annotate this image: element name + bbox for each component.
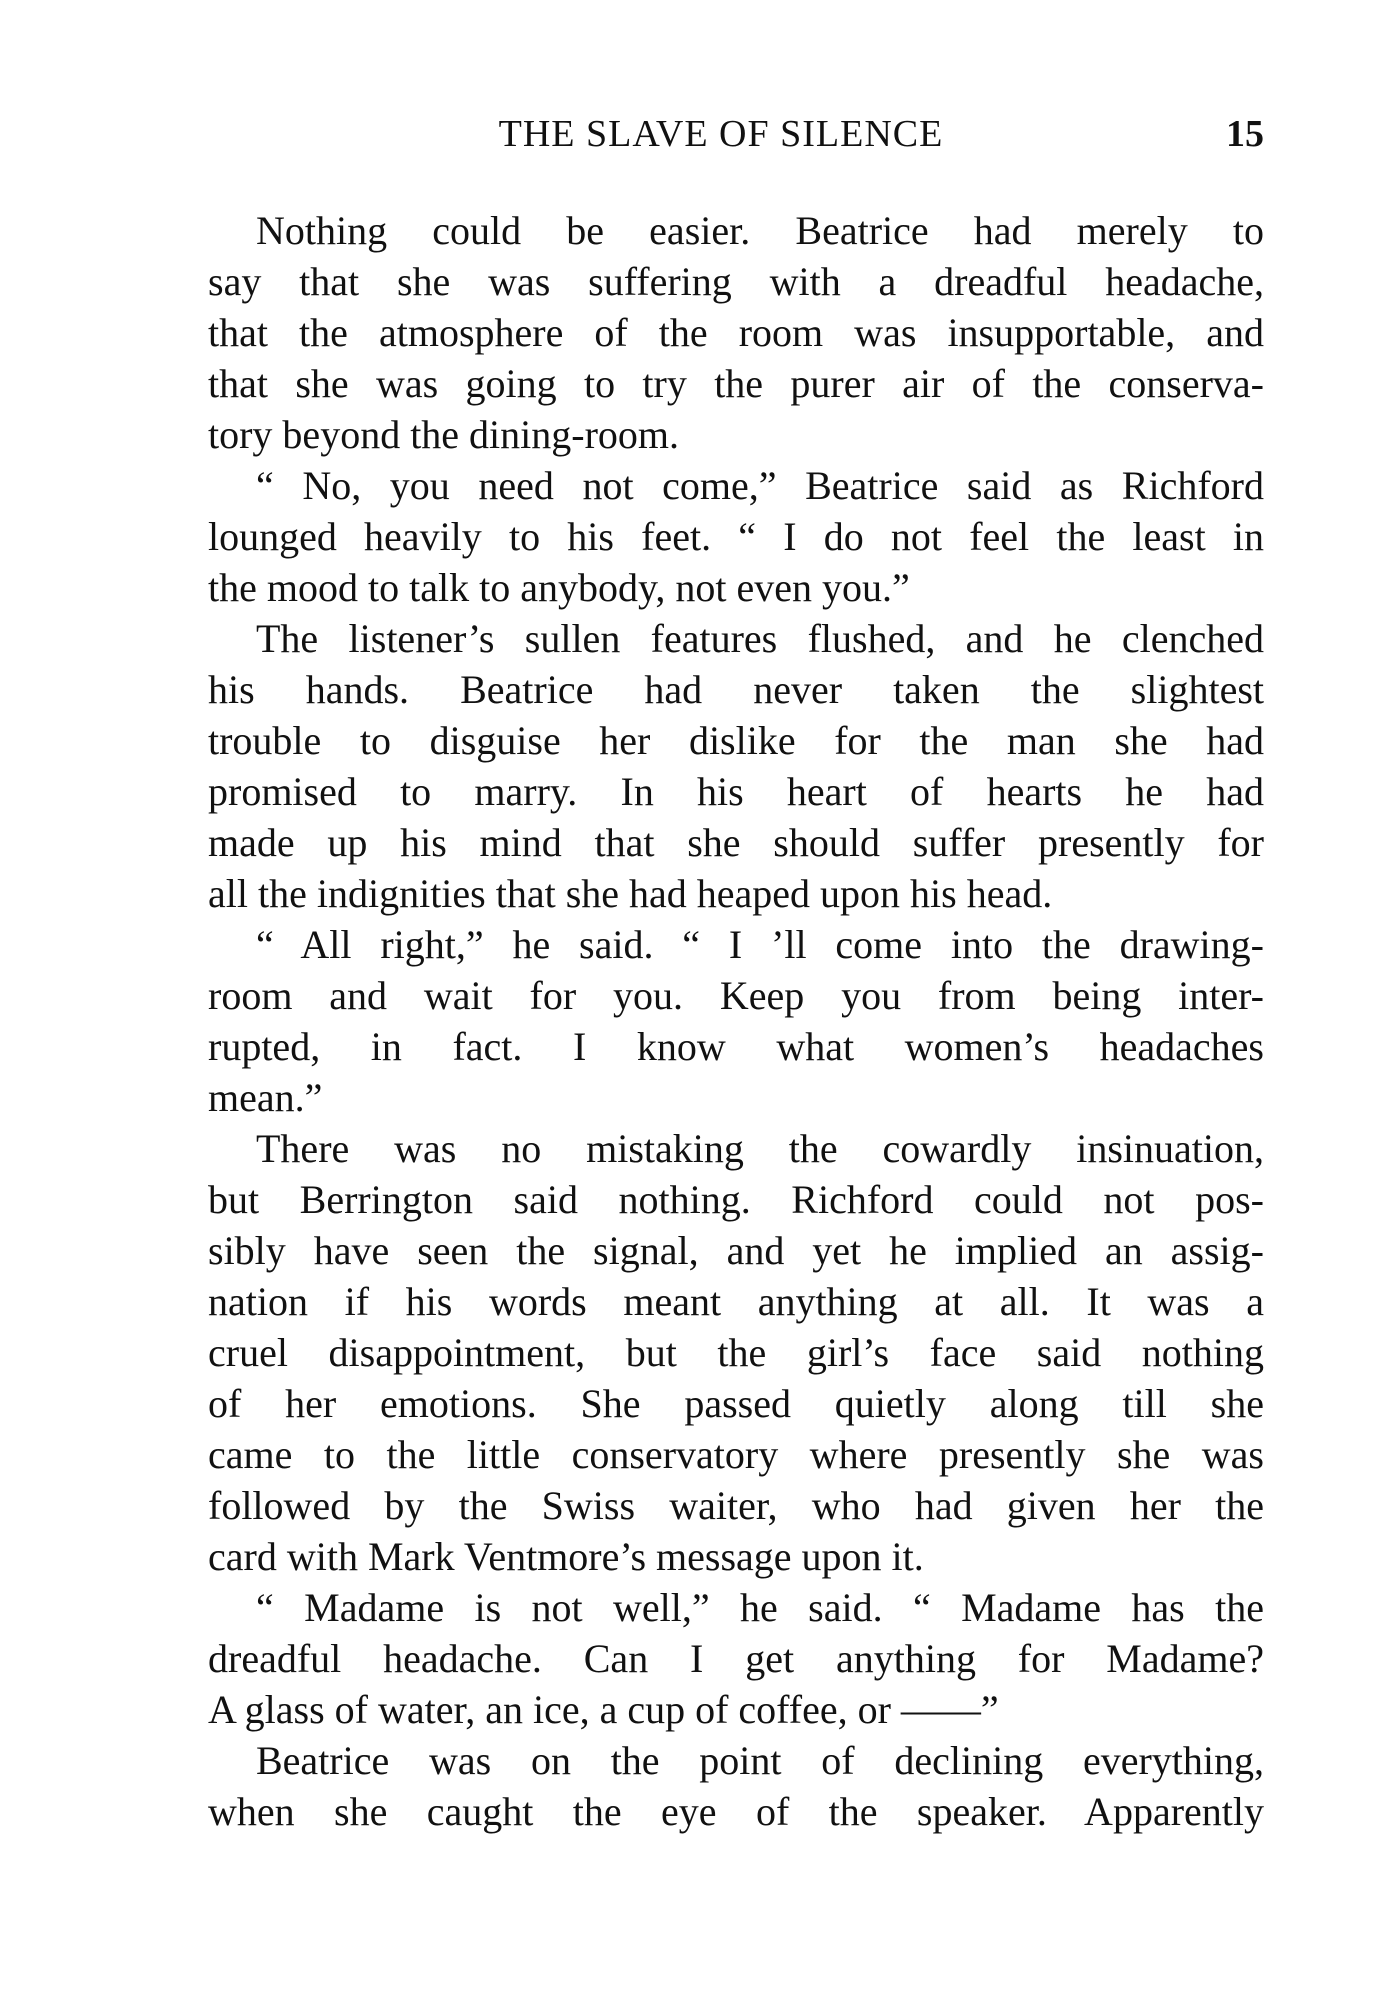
text-line: cruel disappointment, but the girl’s face said nothing (208, 1330, 1264, 1375)
paragraph (208, 1735, 1264, 1837)
text-line: say that she was suffering with a dreadful headache, (208, 259, 1264, 304)
text-line: room and wait for you. Keep you from being inter- (208, 973, 1264, 1018)
text-line: Nothing could be easier. Beatrice had merely to (256, 208, 1264, 253)
text-line: came to the little conservatory where presently she was (208, 1432, 1264, 1477)
text-line: dreadful headache. Can I get anything for Madame? (208, 1636, 1264, 1681)
running-head-title: THE SLAVE OF SILENCE (498, 113, 944, 155)
text-line: all the indignities that she had heaped upon his head. (208, 871, 1053, 916)
text-line: tory beyond the dining-room. (208, 412, 680, 457)
text-line: promised to marry. In his heart of hearts he had (208, 769, 1264, 814)
text-line: lounged heavily to his feet. “ I do not feel the least in (208, 514, 1264, 559)
text-line: his hands. Beatrice had never taken the slightest (208, 667, 1264, 712)
text-line: card with Mark Ventmore’s message upon it. (208, 1534, 924, 1579)
text-line: trouble to disguise her dislike for the man she had (208, 718, 1264, 763)
text-line: when she caught the eye of the speaker. Apparently (208, 1789, 1264, 1834)
paragraph (208, 613, 1264, 919)
text-line: that the atmosphere of the room was insupportable, and (208, 310, 1264, 355)
page-number: 15 (1226, 113, 1264, 155)
paragraph (208, 919, 1264, 1123)
paragraph (208, 460, 1264, 613)
text-line: of her emotions. She passed quietly along till she (208, 1381, 1264, 1426)
text-line: mean.” (208, 1075, 323, 1120)
text-line: made up his mind that she should suffer presently for (208, 820, 1264, 865)
text-line: the mood to talk to anybody, not even you.” (208, 565, 910, 610)
text-line: sibly have seen the signal, and yet he implied an assig- (208, 1228, 1264, 1273)
text-line: Beatrice was on the point of declining everything, (256, 1738, 1264, 1783)
text-line: “ All right,” he said. “ I ’ll come into the drawing- (256, 922, 1264, 967)
text-line: followed by the Swiss waiter, who had given her the (208, 1483, 1264, 1528)
running-head (208, 112, 1264, 162)
text-line: “ No, you need not come,” Beatrice said as Richford (256, 463, 1264, 508)
text-line: “ Madame is not well,” he said. “ Madame has the (256, 1585, 1264, 1630)
text-line: The listener’s sullen features flushed, and he clenched (256, 616, 1264, 661)
text-line: nation if his words meant anything at all. It was a (208, 1279, 1264, 1324)
text-line: A glass of water, an ice, a cup of coffee, or ——” (208, 1687, 999, 1732)
body-text (208, 205, 1264, 1837)
text-line: rupted, in fact. I know what women’s headaches (208, 1024, 1264, 1069)
text-line: There was no mistaking the cowardly insinuation, (256, 1126, 1264, 1171)
paragraph (208, 205, 1264, 460)
paragraph (208, 1123, 1264, 1582)
paragraph (208, 1582, 1264, 1735)
text-line: but Berrington said nothing. Richford could not pos- (208, 1177, 1264, 1222)
text-line: that she was going to try the purer air of the conserva- (208, 361, 1264, 406)
